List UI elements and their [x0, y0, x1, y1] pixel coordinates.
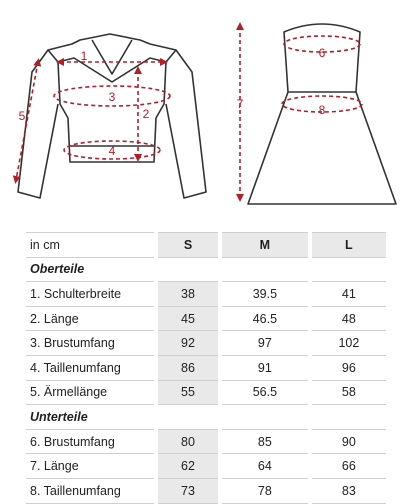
section-title: Unterteile	[26, 405, 386, 430]
row-label: 6. Brustumfang	[26, 429, 156, 454]
value-s: 92	[156, 331, 220, 356]
row-label: 7. Länge	[26, 454, 156, 479]
measurement-illustration	[0, 0, 408, 220]
label-6: 6	[318, 46, 326, 60]
value-s: 73	[156, 478, 220, 503]
value-s: 86	[156, 355, 220, 380]
value-s: 62	[156, 454, 220, 479]
label-4: 4	[108, 144, 116, 158]
top-garment-outline	[18, 34, 206, 198]
size-s-header: S	[156, 233, 220, 258]
value-s: 55	[156, 380, 220, 405]
table-row	[26, 429, 386, 454]
section-row-unterteile	[26, 405, 386, 430]
row-label: 3. Brustumfang	[26, 331, 156, 356]
size-header-row	[26, 233, 386, 258]
value-l: 83	[310, 478, 386, 503]
value-l: 96	[310, 355, 386, 380]
row-label: 2. Länge	[26, 306, 156, 331]
size-l-header: L	[310, 233, 386, 258]
table-row	[26, 355, 386, 380]
value-m: 56.5	[220, 380, 310, 405]
value-m: 39.5	[220, 282, 310, 307]
unit-label: in cm	[26, 233, 156, 258]
size-m-header: M	[220, 233, 310, 258]
label-2: 2	[142, 107, 150, 121]
table-row	[26, 331, 386, 356]
value-l: 58	[310, 380, 386, 405]
value-l: 102	[310, 331, 386, 356]
value-l: 66	[310, 454, 386, 479]
value-m: 91	[220, 355, 310, 380]
table-row	[26, 306, 386, 331]
label-5: 5	[18, 109, 26, 123]
table-row	[26, 454, 386, 479]
value-m: 46.5	[220, 306, 310, 331]
row-label: 8. Taillenumfang	[26, 478, 156, 503]
table-row	[26, 282, 386, 307]
section-title: Oberteile	[26, 257, 386, 282]
value-l: 41	[310, 282, 386, 307]
row-label: 5. Ärmellänge	[26, 380, 156, 405]
table-row	[26, 380, 386, 405]
value-s: 80	[156, 429, 220, 454]
value-s: 45	[156, 306, 220, 331]
value-s: 38	[156, 282, 220, 307]
size-table	[26, 232, 386, 504]
row-label: 1. Schulterbreite	[26, 282, 156, 307]
label-7: 7	[236, 97, 244, 111]
table-row	[26, 478, 386, 503]
label-8: 8	[318, 103, 326, 117]
value-m: 64	[220, 454, 310, 479]
value-l: 48	[310, 306, 386, 331]
label-3: 3	[108, 90, 116, 104]
row-label: 4. Taillenumfang	[26, 355, 156, 380]
label-1: 1	[80, 49, 88, 63]
value-m: 85	[220, 429, 310, 454]
section-row-oberteile	[26, 257, 386, 282]
value-m: 78	[220, 478, 310, 503]
value-l: 90	[310, 429, 386, 454]
value-m: 97	[220, 331, 310, 356]
garment-diagram	[0, 0, 408, 220]
skirt-measurement-marks	[240, 26, 362, 198]
